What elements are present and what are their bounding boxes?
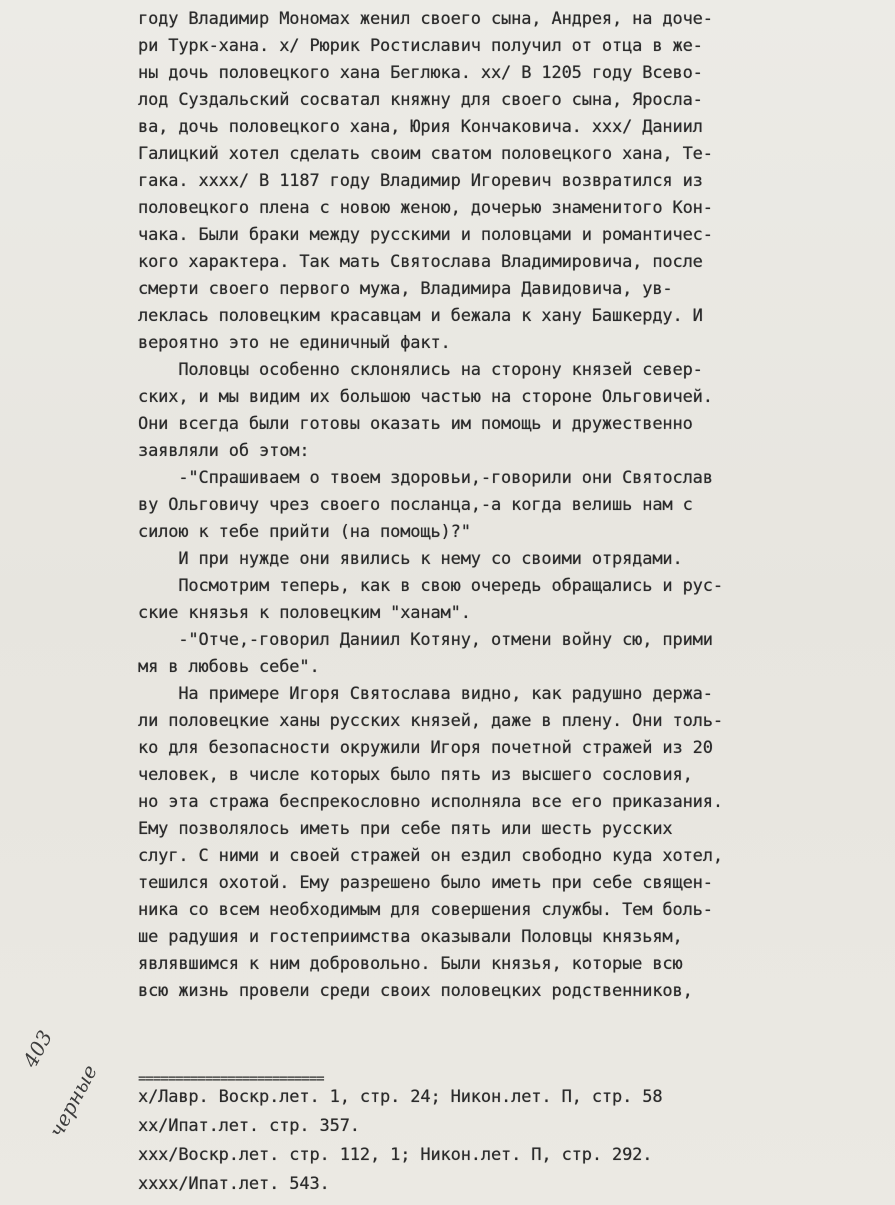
footnote-separator: ========================= (138, 1071, 324, 1087)
text-line: слуг. С ними и своей стражей он ездил свободно куда хотел, (138, 846, 723, 866)
text-line: ника со всем необходимым для совершения службы. Тем боль- (138, 900, 713, 920)
text-line: ше радушия и гостеприимства оказывали Половцы князьям, (138, 927, 683, 947)
text-line: тешился охотой. Ему разрешено было иметь при себе священ- (138, 873, 713, 893)
text-line: леклась половецким красавцам и бежала к хану Башкерду. И (138, 306, 703, 326)
text-line: Они всегда были готовы оказать им помощь и дружественно (138, 414, 693, 434)
text-line: Посмотрим теперь, как в свою очередь обращались и рус- (138, 576, 723, 596)
text-line: вероятно это не единичный факт. (138, 333, 451, 353)
footnote: ххх/Воскр.лет. стр. 112, 1; Никон.лет. П, стр. 292. (138, 1145, 653, 1165)
text-line: ли половецкие ханы русских князей, даже в плену. Они толь- (138, 711, 723, 731)
text-line: -"Отче,-говорил Даниил Котяну, отмени войну сю, прими (138, 630, 713, 650)
text-line: кого характера. Так мать Святослава Владимировича, после (138, 252, 703, 272)
text-line: ко для безопасности окружили Игоря почетной стражей из 20 (138, 738, 713, 758)
footnotes (138, 1083, 883, 1199)
text-line: мя в любовь себе". (138, 657, 320, 677)
handwritten-margin-note (4, 1026, 114, 1160)
text-line: -"Спрашиваем о твоем здоровьи,-говорили они Святослав (138, 468, 713, 488)
text-line: ри Турк-хана. х/ Рюрик Ростиславич получил от отца в же- (138, 36, 703, 56)
text-line: году Владимир Мономах женил своего сына, Андрея, на доче- (138, 9, 713, 29)
text-line: силою к тебе прийти (на помощь)?" (138, 522, 471, 542)
text-line: ву Ольговичу чрез своего посланца,-а когда велишь нам с (138, 495, 693, 515)
text-line: лод Суздальский сосватал княжну для своего сына, Яросла- (138, 90, 703, 110)
text-line: всю жизнь провели среди своих половецких родственников, (138, 981, 693, 1001)
text-line: ны дочь половецкого хана Беглюка. хх/ В 1205 году Всево- (138, 63, 703, 83)
text-line: И при нужде они явились к нему со своими отрядами. (138, 549, 683, 569)
margin-note-word: черные (44, 1060, 102, 1142)
footnote: хххх/Ипат.лет. 543. (138, 1174, 330, 1194)
footnote: х/Лавр. Воскр.лет. 1, стр. 24; Никон.лет. П, стр. 58 (138, 1087, 663, 1107)
text-line: На примере Игоря Святослава видно, как радушно держа- (138, 684, 713, 704)
margin-note-number: 403 (18, 1026, 58, 1072)
text-line: но эта стража беспрекословно исполняла все его приказания. (138, 792, 723, 812)
text-line: половецкого плена с новою женою, дочерью знаменитого Кон- (138, 198, 713, 218)
text-line: ских, и мы видим их большою частью на стороне Ольговичей. (138, 387, 713, 407)
text-line: заявляли об этом: (138, 441, 310, 461)
text-line: человек, в числе которых было пять из высшего сословия, (138, 765, 693, 785)
text-line: Галицкий хотел сделать своим сватом половецкого хана, Те- (138, 144, 713, 164)
text-line: ва, дочь половецкого хана, Юрия Кончаковича. ххх/ Даниил (138, 117, 703, 137)
text-line: гака. хххх/ В 1187 году Владимир Игоревич возвратился из (138, 171, 703, 191)
text-line: Половцы особенно склонялись на сторону князей север- (138, 360, 703, 380)
text-line: являвшимся к ним добровольно. Были князья, которые всю (138, 954, 683, 974)
text-line: ские князья к половецким "ханам". (138, 603, 471, 623)
footnote: хх/Ипат.лет. стр. 357. (138, 1116, 360, 1136)
main-text (138, 6, 883, 1005)
text-line: чака. Были браки между русскими и половцами и романтичес- (138, 225, 713, 245)
text-line: Ему позволялось иметь при себе пять или шесть русских (138, 819, 673, 839)
text-line: смерти своего первого мужа, Владимира Давидовича, ув- (138, 279, 673, 299)
